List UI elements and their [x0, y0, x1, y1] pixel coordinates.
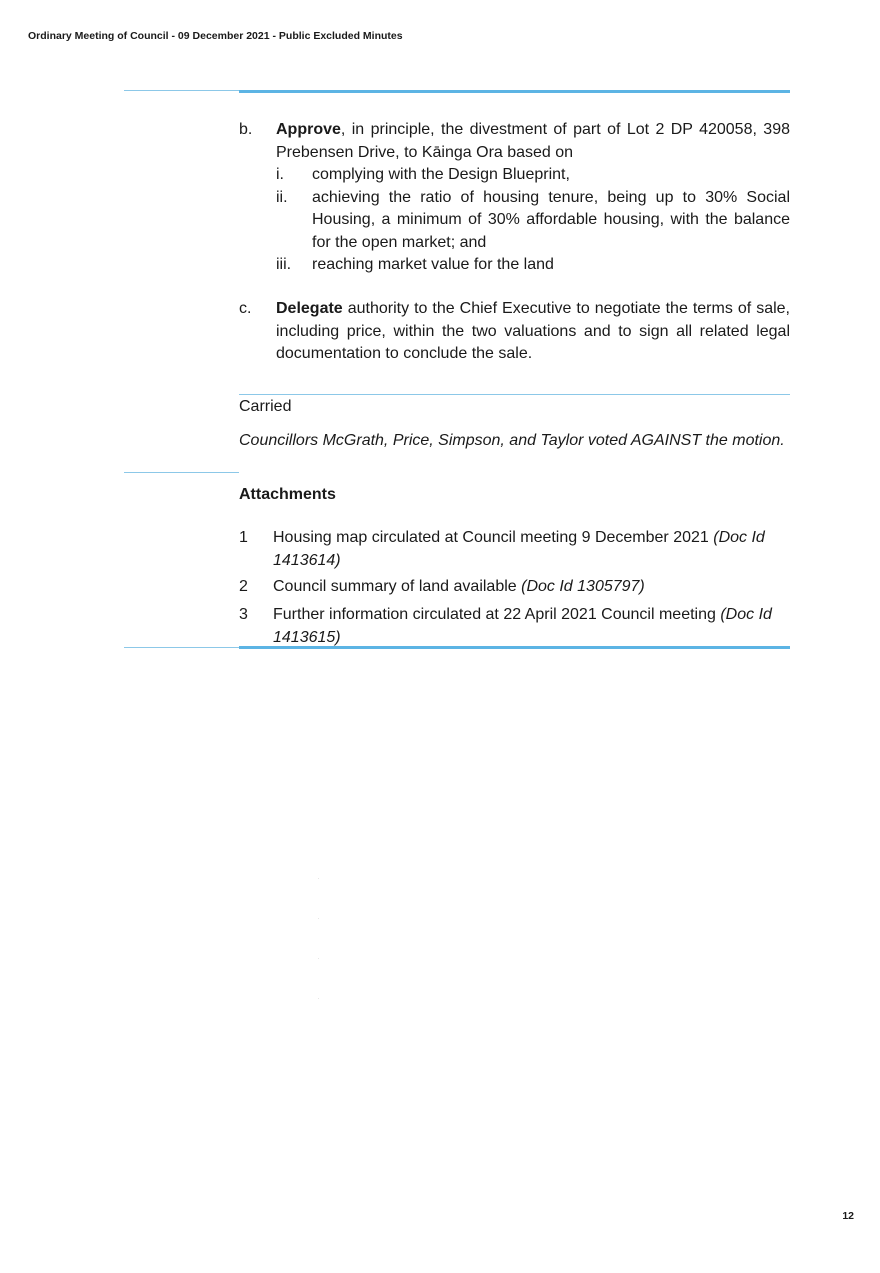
attachment-item — [239, 604, 790, 649]
resolution-marker: b. — [239, 121, 253, 138]
left-margin-rule — [124, 647, 240, 648]
sub-item-marker: iii. — [276, 256, 292, 273]
sub-item-text: achieving the ratio of housing tenure, being up to 30% Social Housing, a minimum of 30% affordable housing, with the balance for the open market; and — [312, 188, 790, 251]
sub-item — [276, 254, 790, 277]
resolution-item-b — [239, 119, 790, 277]
page-header-title: Ordinary Meeting of Council - 09 December 2021 - Public Excluded Minutes — [28, 30, 403, 42]
sub-item — [276, 164, 790, 187]
attachment-doc-id: (Doc Id 1305797) — [521, 578, 645, 595]
resolution-marker: c. — [239, 300, 252, 317]
resolution-text — [276, 121, 790, 161]
sub-item-marker: i. — [276, 166, 284, 183]
left-margin-rule — [124, 90, 240, 91]
top-content-rule — [239, 90, 790, 93]
attachment-title: Housing map circulated at Council meeting 9 December 2021 — [273, 529, 714, 546]
motion-carried-label: Carried — [239, 398, 292, 415]
bottom-content-rule — [239, 646, 790, 649]
resolution-detail: , in principle, the divestment of part of Lot 2 DP 420058, 398 Prebensen Drive, to Kāinga Ora based on — [276, 121, 790, 161]
attachment-item — [239, 527, 790, 572]
attachment-number: 2 — [239, 578, 248, 595]
vote-note: Councillors McGrath, Price, Simpson, and Taylor voted AGAINST the motion. — [239, 432, 785, 449]
resolution-divider — [239, 394, 790, 395]
scan-speck — [318, 878, 319, 879]
resolution-item-c — [239, 298, 790, 366]
attachment-item — [239, 576, 790, 599]
attachment-title: Further information circulated at 22 April 2021 Council meeting — [273, 606, 721, 623]
sub-item-marker: ii. — [276, 188, 288, 206]
attachment-number: 1 — [239, 529, 248, 546]
attachment-number: 3 — [239, 606, 248, 623]
resolution-verb: Approve — [276, 121, 341, 138]
sub-item-text: reaching market value for the land — [312, 256, 554, 273]
sub-item — [276, 187, 790, 255]
left-margin-rule — [124, 472, 239, 473]
sub-item-text: complying with the Design Blueprint, — [312, 166, 570, 183]
scan-speck — [318, 958, 319, 959]
attachments-heading: Attachments — [239, 486, 336, 503]
scan-speck — [318, 998, 319, 999]
resolution-detail: authority to the Chief Executive to negotiate the terms of sale, including price, within the two valuations and to sign all related legal documentation to conclude the sale. — [276, 300, 790, 362]
page-number: 12 — [842, 1210, 854, 1222]
attachment-doc-id: (Doc Id 1413614) — [273, 529, 765, 569]
attachment-title: Council summary of land available — [273, 578, 522, 595]
scan-speck — [318, 918, 319, 919]
resolution-verb: Delegate — [276, 300, 343, 317]
attachment-doc-id: (Doc Id 1413615) — [273, 606, 772, 646]
